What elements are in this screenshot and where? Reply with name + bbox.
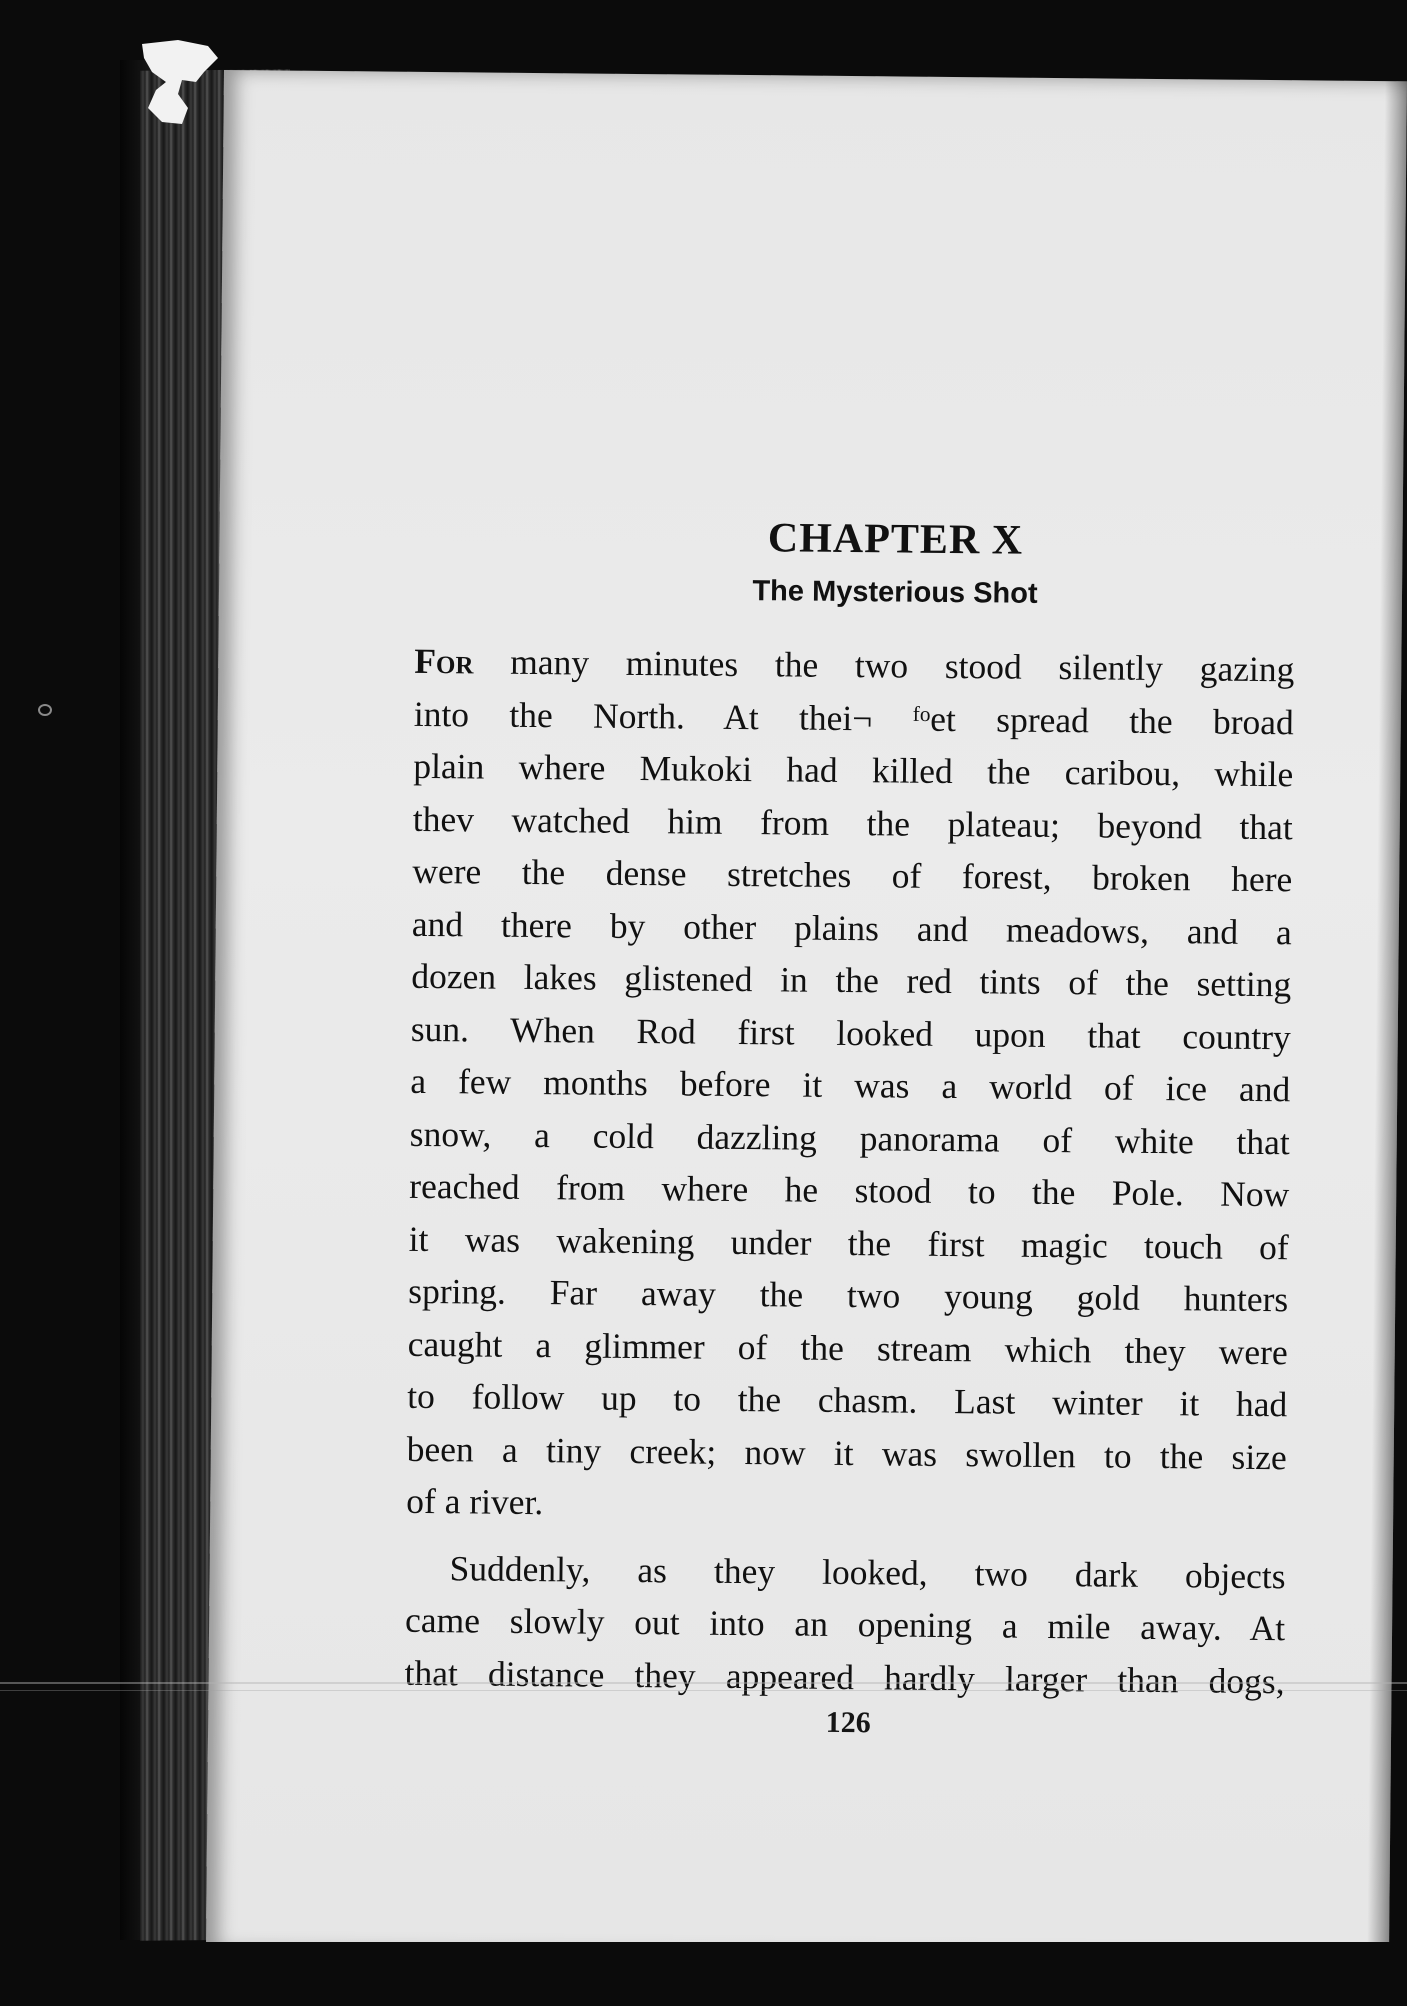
scan-artifact-line	[0, 1690, 1407, 1691]
text-line: were the dense stretches of forest, broken here	[412, 851, 1293, 900]
book-page	[206, 70, 1407, 1961]
scan-background-bottom	[200, 1942, 1407, 2006]
text-line	[414, 635, 1294, 696]
text-line: been a tiny creek; now it was swollen to the size	[406, 1428, 1287, 1477]
speck-mark	[38, 704, 52, 716]
text-line: caught a glimmer of the stream which they were	[407, 1323, 1288, 1372]
text-line: spring. Far away the two young gold hunters	[408, 1271, 1289, 1320]
page-number: 126	[825, 1705, 871, 1740]
line-text: many minutes the two stood silently gazing	[510, 641, 1295, 690]
text-line: snow, a cold dazzling panorama of white that	[409, 1113, 1290, 1162]
text-line: of a river.	[406, 1481, 544, 1523]
page-text	[404, 512, 1295, 1708]
chapter-subtitle: The Mysterious Shot	[752, 575, 1038, 611]
text-line: came slowly out into an opening a mile away. At	[404, 1599, 1286, 1649]
scan-artifact-line	[0, 1682, 1407, 1684]
text-line: a few months before it was a world of ice and	[410, 1061, 1291, 1110]
text-line: sun. When Rod first looked upon that country	[410, 1008, 1291, 1057]
lead-word: For	[414, 641, 474, 682]
text-line: thev watched him from the plateau; beyond that	[412, 798, 1293, 847]
text-line: into the North. At thei¬ ᶠᵒet spread the broad	[413, 693, 1294, 742]
text-line: dozen lakes glistened in the red tints of the setting	[411, 956, 1292, 1005]
text-line: Suddenly, as they looked, two dark objects	[449, 1547, 1286, 1596]
text-line: plain where Mukoki had killed the caribou, while	[413, 746, 1294, 795]
paper-fleck-mark	[138, 38, 222, 126]
text-line: it was wakening under the first magic touch of	[408, 1218, 1289, 1267]
page-edge-shadow	[1367, 81, 1407, 1961]
text-line: and there by other plains and meadows, and a	[411, 903, 1292, 952]
text-line: that distance they appeared hardly larger than dogs,	[404, 1652, 1285, 1701]
text-line: to follow up to the chasm. Last winter it had	[407, 1376, 1288, 1425]
paragraph-1	[406, 635, 1295, 1536]
text-line: reached from where he stood to the Pole. Now	[409, 1166, 1290, 1215]
chapter-heading: CHAPTER X	[767, 515, 1024, 564]
